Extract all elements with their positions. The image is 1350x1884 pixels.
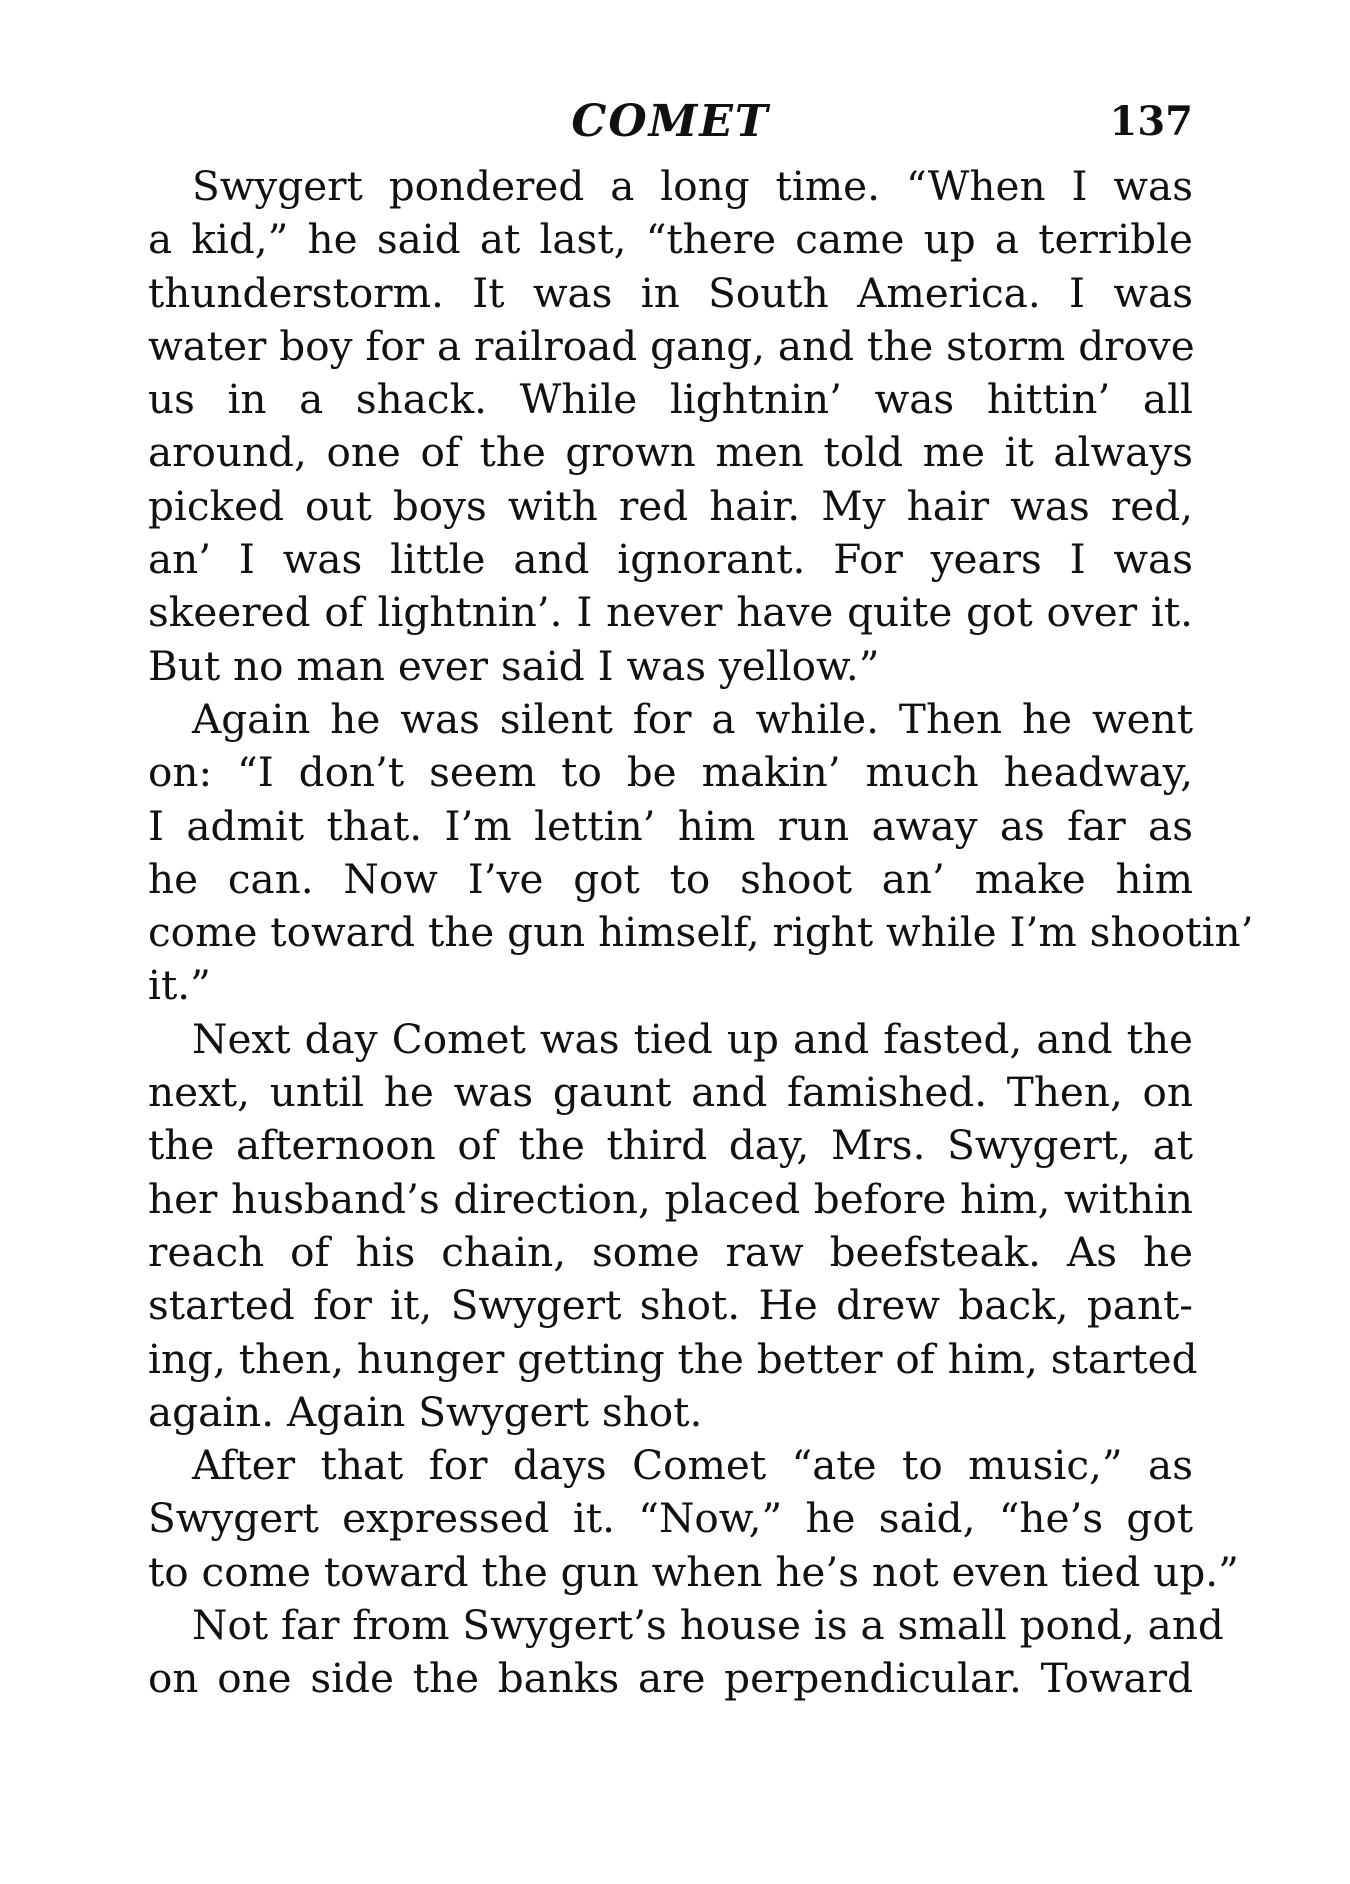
- page-number: 137: [1109, 98, 1193, 145]
- paragraph: [148, 1599, 1224, 1706]
- text-line: to come toward the gun when he’s not even tied up.”: [148, 1547, 1239, 1596]
- text-line: But no man ever said I was yellow.”: [148, 641, 880, 690]
- text-line: I admit that. I’m lettin’ him run away as far as: [148, 801, 1193, 850]
- body-text: [148, 160, 1254, 1706]
- text-line: us in a shack. While lightnin’ was hittin’ all: [148, 375, 1193, 424]
- text-line: on: “I don’t seem to be makin’ much headway,: [148, 748, 1193, 797]
- text-line: on one side the banks are perpendicular. Toward: [148, 1654, 1193, 1703]
- text-line: the afternoon of the third day, Mrs. Swygert, at: [148, 1121, 1193, 1170]
- text-line: ing, then, hunger getting the better of him, started: [148, 1334, 1198, 1383]
- text-line: Not far from Swygert’s house is a small pond, and: [192, 1601, 1224, 1650]
- paragraph: [148, 160, 1193, 693]
- page-header: [148, 92, 1193, 152]
- text-line: reach of his chain, some raw beefsteak. As he: [148, 1227, 1193, 1276]
- text-line: started for it, Swygert shot. He drew back, pant-: [148, 1281, 1193, 1330]
- text-line: skeered of lightnin’. I never have quite got over it.: [148, 588, 1193, 637]
- text-line: it.”: [148, 961, 211, 1010]
- text-line: picked out boys with red hair. My hair was red,: [148, 481, 1193, 530]
- text-line: a kid,” he said at last, “there came up a terrible: [148, 215, 1193, 264]
- text-line: Swygert pondered a long time. “When I was: [192, 162, 1193, 210]
- text-line: come toward the gun himself, right while I’m shootin’: [148, 908, 1254, 957]
- text-line: again. Again Swygert shot.: [148, 1387, 703, 1436]
- text-line: an’ I was little and ignorant. For years I was: [148, 535, 1193, 584]
- paragraph: [148, 693, 1254, 1013]
- text-line: Again he was silent for a while. Then he went: [192, 694, 1193, 743]
- text-line: thunderstorm. It was in South America. I was: [148, 268, 1193, 317]
- text-line: next, until he was gaunt and famished. Then, on: [148, 1068, 1193, 1117]
- text-line: around, one of the grown men told me it always: [148, 428, 1193, 477]
- running-title: COMET: [571, 96, 770, 147]
- text-line: her husband’s direction, placed before him, within: [148, 1174, 1193, 1223]
- text-line: Swygert expressed it. “Now,” he said, “he’s got: [148, 1494, 1193, 1543]
- text-line: he can. Now I’ve got to shoot an’ make him: [148, 854, 1193, 903]
- text-line: Next day Comet was tied up and fasted, and the: [192, 1014, 1193, 1063]
- text-line: water boy for a railroad gang, and the storm drove: [148, 321, 1195, 370]
- text-line: After that for days Comet “ate to music,” as: [192, 1441, 1193, 1490]
- paragraph: [148, 1013, 1198, 1439]
- paragraph: [148, 1439, 1239, 1599]
